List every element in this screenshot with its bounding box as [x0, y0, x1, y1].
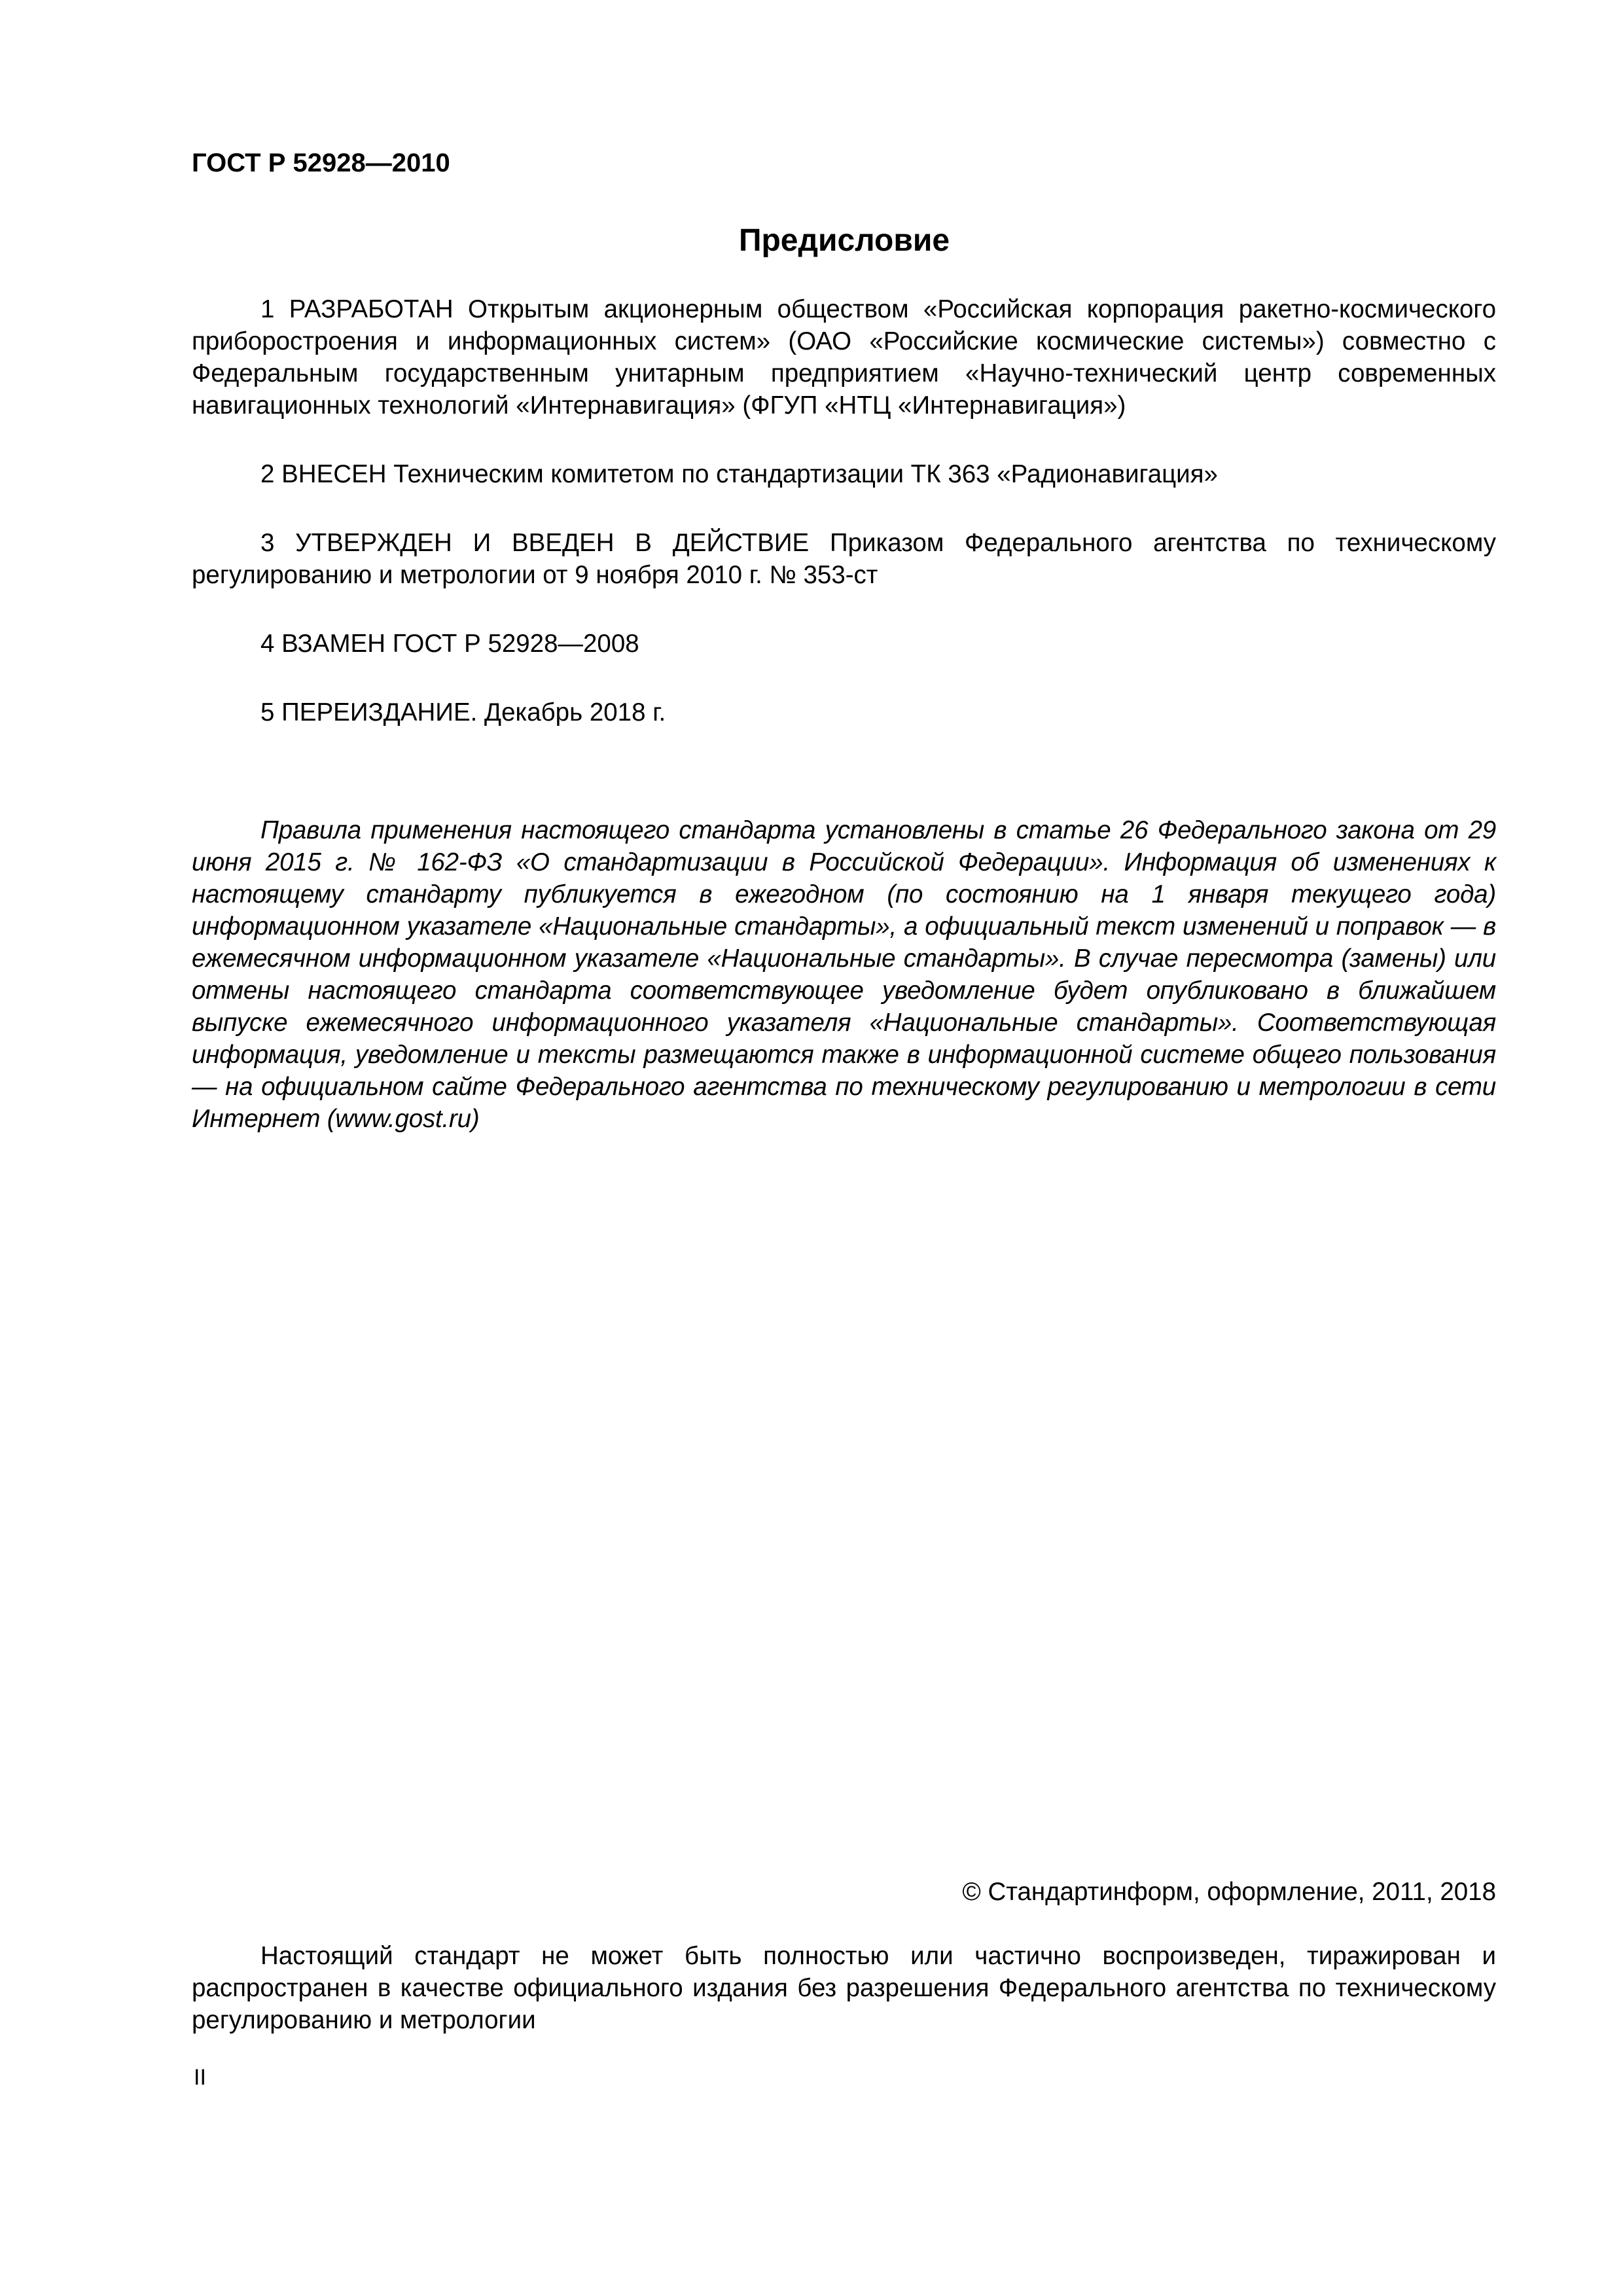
- notice-paragraph: Правила применения настоящего стандарта установлены в статье 26 Федерального закона от 29 июня 2015 г. № 162-ФЗ «О стандартизации в Российской Федерации». Информация об изменениях к настоящему стандарту публикуется в ежегодном (по состоянию на 1 января текущего года) информационном указателе «Национальные стандарты», а официальный текст изменений и поправок — в ежемесячном информационном указателе «Национальные стандарты». В случае пересмотра (замены) или отмены настоящего стандарта соответствующее уведомление будет опубликовано в ближайшем выпуске ежемесячного информационного указателя «Национальные стандарты». Соответствующая информация, уведомление и тексты размещаются также в информационной системе общего пользования — на официальном сайте Федерального агентства по техническому регулированию и метрологии в сети Интернет (www.gost.ru): [192, 816, 1496, 1133]
- preface-item-reissue: 5 ПЕРЕИЗДАНИЕ. Декабрь 2018 г.: [260, 698, 666, 726]
- preface-item-replaces: 4 ВЗАМЕН ГОСТ Р 52928—2008: [260, 630, 639, 658]
- preface-item-approved: 3 УТВЕРЖДЕН И ВВЕДЕН В ДЕЙСТВИЕ Приказом Федерального агентства по техническому регулированию и метрологии от 9 ноября 2010 г. № 353-ст: [192, 529, 1496, 589]
- reproduction-paragraph: Настоящий стандарт не может быть полностью или частично воспроизведен, тиражирован и распространен в качестве официального издания без разрешения Федерального агентства по техническому регулированию и метрологии: [192, 1942, 1496, 2034]
- copyright-line: © Стандартинформ, оформление, 2011, 2018: [962, 1878, 1496, 1906]
- preface-item-developed: 1 РАЗРАБОТАН Открытым акционерным обществом «Российская корпорация ракетно-космического приборостроения и информационных систем» (ОАО «Российские космические системы») совместно с Федеральным государственным унитарным предприятием «Научно-технический центр современных навигационных технологий «Интернавигация» (ФГУП «НТЦ «Интернавигация»): [192, 295, 1496, 420]
- page-number: II: [194, 2065, 206, 2090]
- reproduction-notice: [192, 1940, 1496, 2036]
- application-rules-notice: [192, 814, 1496, 1135]
- preface-items: [192, 293, 1496, 765]
- section-title: Предисловие: [738, 223, 950, 258]
- preface-item-introduced: 2 ВНЕСЕН Техническим комитетом по стандартизации ТК 363 «Радионавигация»: [260, 460, 1218, 488]
- document-code: ГОСТ Р 52928—2010: [192, 149, 450, 177]
